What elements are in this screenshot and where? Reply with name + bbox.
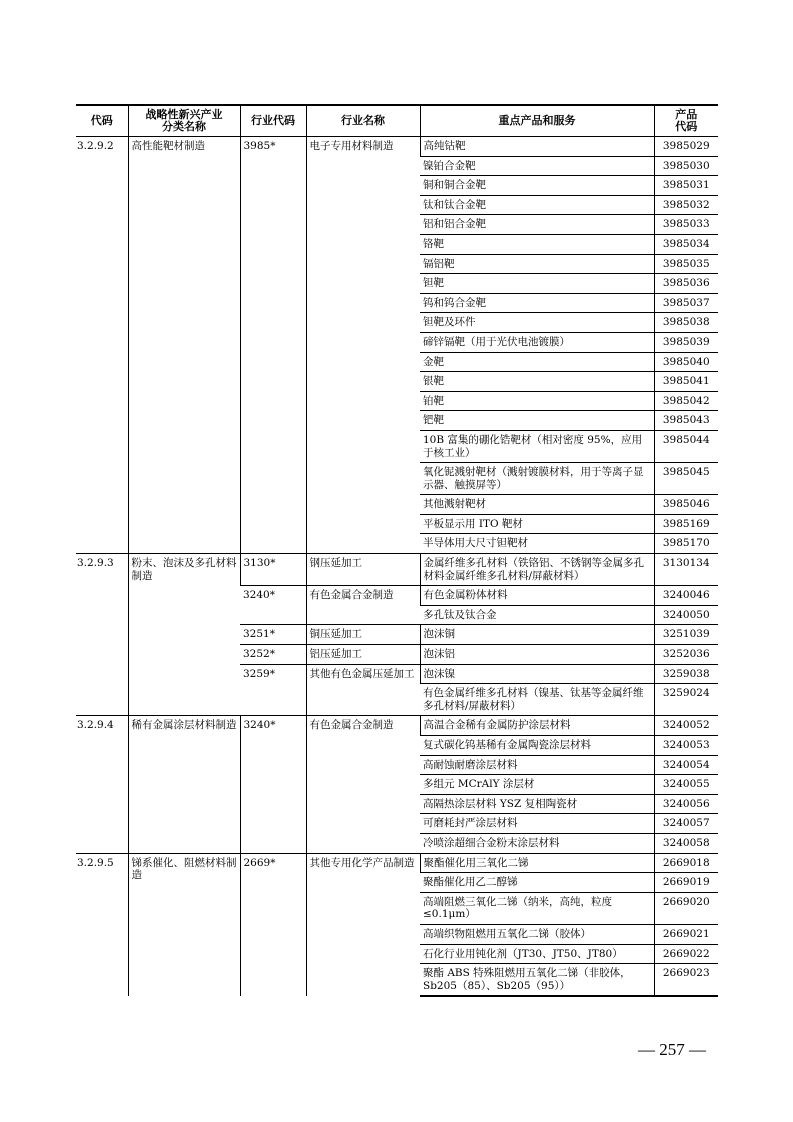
product-code: 3985033 bbox=[654, 215, 718, 235]
product-code: 3985038 bbox=[654, 313, 718, 333]
product-name: 泡沫铜 bbox=[420, 625, 654, 645]
product-code: 3985029 bbox=[654, 137, 718, 157]
product-code: 2669018 bbox=[654, 853, 718, 873]
product-name: 高温合金稀有金属防护涂层材料 bbox=[420, 716, 654, 736]
product-code: 3259024 bbox=[654, 684, 718, 716]
product-code: 3985030 bbox=[654, 156, 718, 176]
product-code: 2669021 bbox=[654, 924, 718, 944]
industry-code: 3240* bbox=[240, 716, 306, 853]
product-name: 高耐蚀耐磨涂层材料 bbox=[420, 755, 654, 775]
product-code: 3985044 bbox=[654, 430, 718, 462]
product-code: 3985041 bbox=[654, 372, 718, 392]
industry-name: 其他专用化学产品制造 bbox=[306, 853, 420, 996]
product-name: 钯靶 bbox=[420, 411, 654, 431]
product-code: 2669023 bbox=[654, 964, 718, 997]
industry-name: 其他有色金属压延加工 bbox=[306, 664, 420, 716]
product-name: 铜和铜合金靶 bbox=[420, 176, 654, 196]
industry-classification-table bbox=[76, 104, 718, 997]
industry-code: 3985* bbox=[240, 137, 306, 554]
product-name: 多孔钛及钛合金 bbox=[420, 605, 654, 625]
product-name: 钽靶及环件 bbox=[420, 313, 654, 333]
product-name: 氧化铌溅射靶材（溅射镀膜材料，用于等离子显示器、触摸屏等） bbox=[420, 463, 654, 495]
product-name: 10B 富集的硼化锆靶材（相对密度 95%，应用于核工业） bbox=[420, 430, 654, 462]
product-code: 3985169 bbox=[654, 514, 718, 534]
product-name: 聚酯 ABS 特殊阻燃用五氧化二锑（非胶体，Sb205（85）、Sb205（95）） bbox=[420, 964, 654, 997]
industry-code: 3130* bbox=[240, 554, 306, 586]
product-code: 3985032 bbox=[654, 195, 718, 215]
product-name: 碲锌镉靶（用于光伏电池镀膜） bbox=[420, 332, 654, 352]
table-row bbox=[76, 137, 718, 157]
product-code: 3240057 bbox=[654, 814, 718, 834]
product-code: 3252036 bbox=[654, 645, 718, 665]
industry-name: 铝压延加工 bbox=[306, 645, 420, 665]
product-name: 金靶 bbox=[420, 352, 654, 372]
product-name: 钨和钨合金靶 bbox=[420, 293, 654, 313]
product-name: 银靶 bbox=[420, 372, 654, 392]
product-code: 3985031 bbox=[654, 176, 718, 196]
header-industry-name: 行业名称 bbox=[306, 105, 420, 137]
category-name: 粉末、泡沫及多孔材料制造 bbox=[128, 554, 240, 716]
industry-code: 2669* bbox=[240, 853, 306, 996]
product-name: 半导体用大尺寸钽靶材 bbox=[420, 534, 654, 554]
product-code: 3240054 bbox=[654, 755, 718, 775]
category-name: 锑系催化、阻燃材料制造 bbox=[128, 853, 240, 996]
table-row bbox=[76, 716, 718, 736]
product-name: 冷喷涂超细合金粉末涂层材料 bbox=[420, 833, 654, 853]
industry-code: 3252* bbox=[240, 645, 306, 665]
product-code: 2669020 bbox=[654, 892, 718, 924]
product-code: 3985043 bbox=[654, 411, 718, 431]
product-code: 3985046 bbox=[654, 495, 718, 515]
product-code: 3240058 bbox=[654, 833, 718, 853]
industry-name: 铜压延加工 bbox=[306, 625, 420, 645]
table-row bbox=[76, 853, 718, 873]
product-name: 高端阻燃三氧化二锑（纳米，高纯，粒度≤0.1μm） bbox=[420, 892, 654, 924]
header-products: 重点产品和服务 bbox=[420, 105, 654, 137]
product-name: 泡沫镍 bbox=[420, 664, 654, 684]
product-code: 3240053 bbox=[654, 736, 718, 756]
header-industry-code: 行业代码 bbox=[240, 105, 306, 137]
product-code: 3251039 bbox=[654, 625, 718, 645]
product-name: 泡沫铝 bbox=[420, 645, 654, 665]
product-name: 镍铂合金靶 bbox=[420, 156, 654, 176]
table-row bbox=[76, 554, 718, 586]
product-name: 其他溅射靶材 bbox=[420, 495, 654, 515]
industry-name: 有色金属合金制造 bbox=[306, 716, 420, 853]
product-code: 3985036 bbox=[654, 274, 718, 294]
product-code: 3130134 bbox=[654, 554, 718, 586]
product-name: 铂靶 bbox=[420, 391, 654, 411]
product-name: 聚酯催化用三氧化二锑 bbox=[420, 853, 654, 873]
product-code: 2669019 bbox=[654, 873, 718, 893]
industry-name: 钢压延加工 bbox=[306, 554, 420, 586]
category-name: 高性能靶材制造 bbox=[128, 137, 240, 554]
product-code: 3985170 bbox=[654, 534, 718, 554]
product-code: 3985034 bbox=[654, 234, 718, 254]
product-code: 3240055 bbox=[654, 775, 718, 795]
table-body bbox=[76, 137, 718, 997]
table-header-row bbox=[76, 105, 718, 137]
industry-code: 3259* bbox=[240, 664, 306, 716]
header-category-name: 战略性新兴产业 分类名称 bbox=[128, 105, 240, 137]
product-name: 高隔热涂层材料 YSZ 复相陶瓷材 bbox=[420, 794, 654, 814]
header-code: 代码 bbox=[76, 105, 128, 137]
product-code: 3985035 bbox=[654, 254, 718, 274]
product-name: 可磨耗封严涂层材料 bbox=[420, 814, 654, 834]
product-name: 有色金属纤维多孔材料（镍基、钛基等金属纤维多孔材料/屏蔽材料） bbox=[420, 684, 654, 716]
industry-name: 电子专用材料制造 bbox=[306, 137, 420, 554]
category-code: 3.2.9.4 bbox=[76, 716, 128, 853]
product-code: 3240050 bbox=[654, 605, 718, 625]
header-product-code: 产品 代码 bbox=[654, 105, 718, 137]
product-name: 平板显示用 ITO 靶材 bbox=[420, 514, 654, 534]
product-name: 镉铝靶 bbox=[420, 254, 654, 274]
product-code: 3985042 bbox=[654, 391, 718, 411]
category-code: 3.2.9.2 bbox=[76, 137, 128, 554]
product-name: 铬靶 bbox=[420, 234, 654, 254]
category-code: 3.2.9.5 bbox=[76, 853, 128, 996]
product-name: 复式碳化钨基稀有金属陶瓷涂层材料 bbox=[420, 736, 654, 756]
product-name: 高端织物阻燃用五氧化二锑（胶体） bbox=[420, 924, 654, 944]
industry-name: 有色金属合金制造 bbox=[306, 586, 420, 625]
product-name: 多组元 MCrAlY 涂层材 bbox=[420, 775, 654, 795]
industry-code: 3240* bbox=[240, 586, 306, 625]
product-name: 铝和铝合金靶 bbox=[420, 215, 654, 235]
product-name: 石化行业用钝化剂（JT30、JT50、JT80） bbox=[420, 944, 654, 964]
product-code: 3985045 bbox=[654, 463, 718, 495]
product-name: 钽靶 bbox=[420, 274, 654, 294]
industry-code: 3251* bbox=[240, 625, 306, 645]
product-code: 3240052 bbox=[654, 716, 718, 736]
product-code: 2669022 bbox=[654, 944, 718, 964]
product-code: 3259038 bbox=[654, 664, 718, 684]
product-name: 金属纤维多孔材料（铁铬铝、不锈钢等金属多孔材料金属纤维多孔材料/屏蔽材料） bbox=[420, 554, 654, 586]
product-code: 3240046 bbox=[654, 586, 718, 606]
page-number: — 257 — bbox=[638, 1040, 706, 1059]
product-name: 有色金属粉体材料 bbox=[420, 586, 654, 606]
category-code: 3.2.9.3 bbox=[76, 554, 128, 716]
product-code: 3240056 bbox=[654, 794, 718, 814]
product-name: 高纯钴靶 bbox=[420, 137, 654, 157]
product-code: 3985040 bbox=[654, 352, 718, 372]
product-name: 钛和钛合金靶 bbox=[420, 195, 654, 215]
product-code: 3985039 bbox=[654, 332, 718, 352]
category-name: 稀有金属涂层材料制造 bbox=[128, 716, 240, 853]
product-name: 聚酯催化用乙二醇锑 bbox=[420, 873, 654, 893]
product-code: 3985037 bbox=[654, 293, 718, 313]
